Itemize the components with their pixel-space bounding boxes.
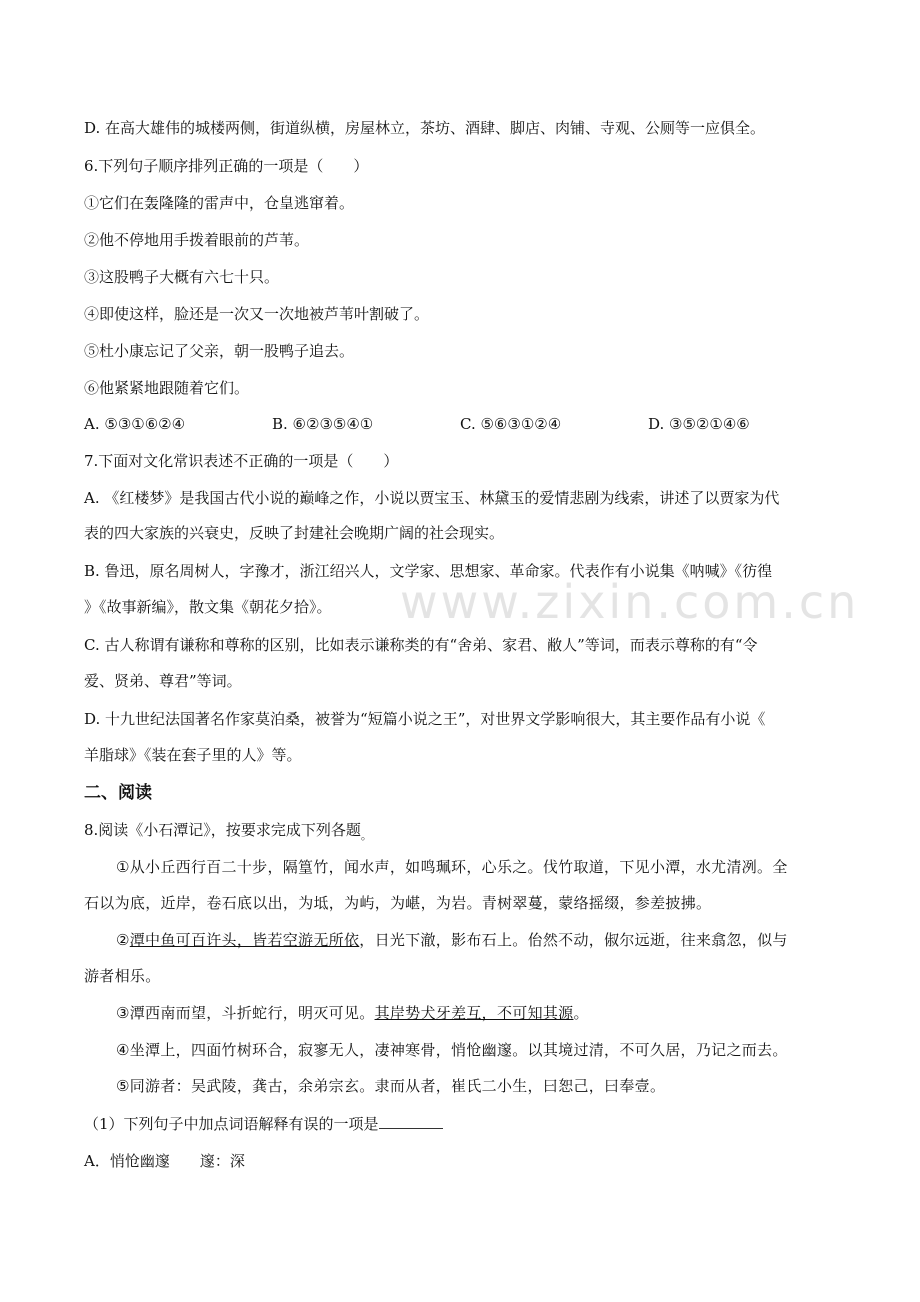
watermark: www.zixin.com.cn bbox=[400, 575, 860, 629]
q6-item-1: ①它们在轰隆隆的雷声中，仓皇逃窜着。 bbox=[84, 194, 355, 212]
q8-stem-text: 8.阅读《小石潭记》，按要求完成下列各题 bbox=[84, 821, 361, 839]
underlined-sentence-2: 其岸势犬牙差互，不可知其源 bbox=[374, 1004, 574, 1022]
q7-option-b-line2: 》《故事新编》，散文集《朝花夕拾》。 bbox=[84, 598, 332, 616]
passage-para-3 bbox=[116, 1003, 850, 1023]
q6-item-4: ④即使这样，脸还是一次又一次地被芦苇叶割破了。 bbox=[84, 305, 430, 323]
passage-para-5: ⑤同游者：吴武陵，龚古，余弟宗玄。隶而从者，崔氏二小生，曰恕己，曰奉壹。 bbox=[116, 1077, 666, 1095]
q6-option-c: C. ⑤⑥③①②④ bbox=[460, 415, 562, 433]
passage-para-2-line1 bbox=[116, 930, 850, 950]
passage-para-4: ④坐潭上，四面竹树环合，寂寥无人，凄神寒骨，悄怆幽邃。以其境过清，不可久居，乃记之而去。 bbox=[116, 1041, 788, 1059]
q6-stem: 6.下列句子顺序排列正确的一项是（ ） bbox=[84, 157, 369, 175]
para-2-number: ② bbox=[116, 931, 130, 949]
q8-stem bbox=[84, 820, 850, 846]
q7-stem: 7.下面对文化常识表述不正确的一项是（ ） bbox=[84, 452, 399, 470]
q6-options bbox=[84, 414, 850, 434]
q8-sub-1 bbox=[84, 1114, 850, 1134]
answer-blank[interactable] bbox=[379, 1114, 443, 1129]
q7-option-c-line2: 爱、贤弟、尊君”等词。 bbox=[84, 672, 242, 690]
q7-option-a-line1: A. 《红楼梦》是我国古代小说的巅峰之作，小说以贾宝玉、林黛玉的爱情悲剧为线索，讲述了以贾家为代 bbox=[84, 489, 780, 507]
q6-item-6: ⑥他紧紧地跟随着它们。 bbox=[84, 379, 250, 397]
passage-para-1-line2: 石以为底，近岸，卷石底以出，为坻，为屿，为嵁，为岩。青树翠蔓，蒙络摇缀，参差披拂。 bbox=[84, 894, 712, 912]
q7-option-b-line1: B. 鲁迅，原名周树人，字豫才，浙江绍兴人，文学家、思想家、革命家。代表作有小说集《呐喊》《彷徨 bbox=[84, 562, 773, 580]
q6-option-b: B. ⑥②③⑤④① bbox=[272, 415, 374, 433]
q5-option-d: D. 在高大雄伟的城楼两侧，街道纵横，房屋林立，茶坊、酒肆、脚店、肉铺、寺观、公厕等一应俱全。 bbox=[84, 119, 766, 137]
q6-item-2: ②他不停地用手拨着眼前的芦苇。 bbox=[84, 231, 310, 249]
para-3-start: ③潭西南而望，斗折蛇行，明灭可见。 bbox=[116, 1004, 375, 1022]
section-title-reading: 二、阅读 bbox=[84, 783, 152, 803]
q8-sub-1-option-a: A．悄怆幽邃 邃：深 bbox=[84, 1152, 245, 1170]
q8-sub-1-text: （1）下列句子中加点词语解释有误的一项是 bbox=[84, 1115, 379, 1133]
q8-stem-mark: 。 bbox=[360, 829, 372, 842]
underlined-sentence-1: 潭中鱼可百许头，皆若空游无所依 bbox=[129, 931, 360, 949]
para-2-rest: ，日光下澈，影布石上。佁然不动，俶尔远逝，往来翕忽，似与 bbox=[359, 931, 788, 949]
para-3-end: 。 bbox=[573, 1004, 589, 1022]
q7-option-a-line2: 表的四大家族的兴衰史，反映了封建社会晚期广阔的社会现实。 bbox=[84, 524, 505, 542]
q6-option-a: A. ⑤③①⑥②④ bbox=[84, 415, 186, 433]
q6-item-3: ③这股鸭子大概有六七十只。 bbox=[84, 268, 280, 286]
q6-item-5: ⑤杜小康忘记了父亲，朝一股鸭子追去。 bbox=[84, 342, 355, 360]
passage-para-1-line1: ①从小丘西行百二十步，隔篁竹，闻水声，如鸣珮环，心乐之。伐竹取道，下见小潭，水尤清冽。全 bbox=[116, 858, 788, 876]
q7-option-c-line1: C. 古人称谓有谦称和尊称的区别，比如表示谦称类的有“舍弟、家君、敝人”等词，而表示尊称的有“令 bbox=[84, 636, 758, 654]
q7-option-d-line2: 羊脂球》《装在套子里的人》等。 bbox=[84, 746, 302, 764]
q6-option-d: D. ③⑤②①④⑥ bbox=[648, 415, 750, 433]
passage-para-2-line2: 游者相乐。 bbox=[84, 967, 161, 985]
q7-option-d-line1: D. 十九世纪法国著名作家莫泊桑，被誉为“短篇小说之王”，对世界文学影响很大，其主要作品有小说《 bbox=[84, 710, 766, 728]
